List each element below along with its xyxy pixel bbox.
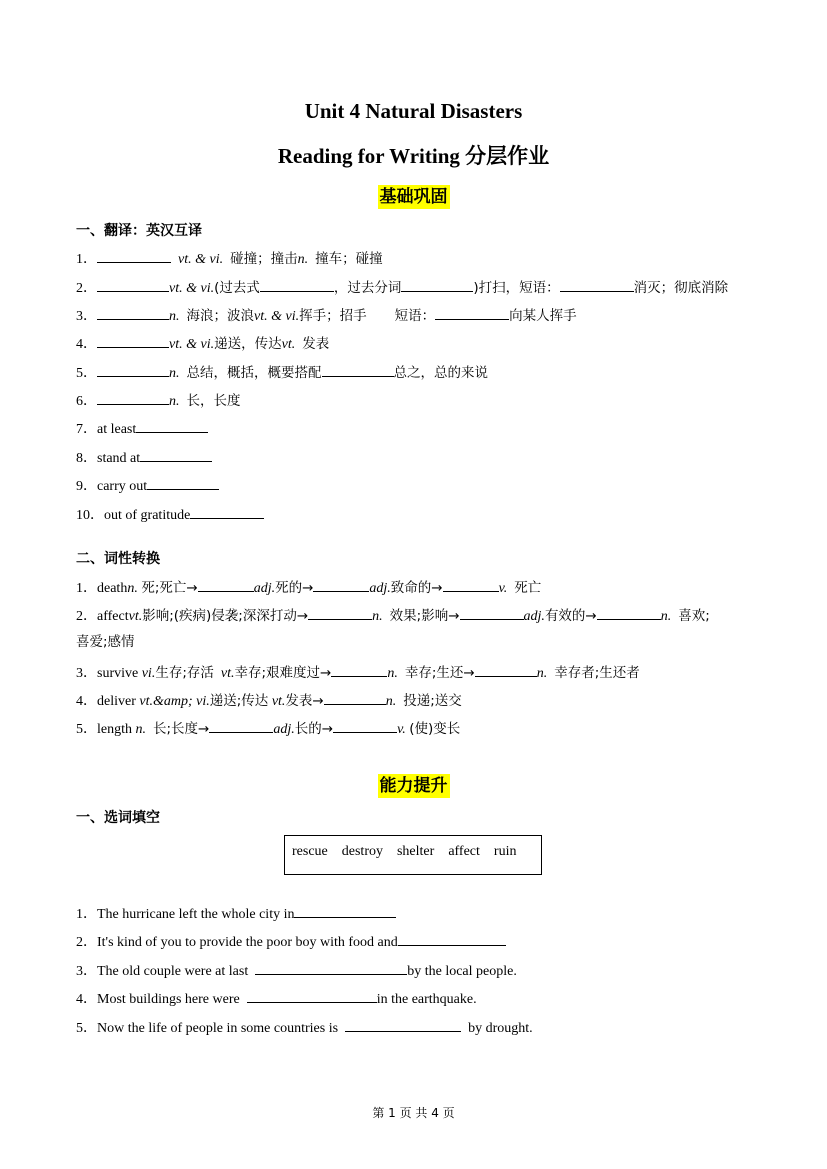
list-item: 5．Now the life of people in some countries is by drought. — [76, 1017, 533, 1038]
word-bank-item: rescue — [292, 844, 328, 859]
section-heading-basic: 基础巩固 — [379, 187, 448, 207]
list-item: 2．It's kind of you to provide the poor boy with food and — [76, 931, 506, 952]
list-item: 5．length n. 长;长度→ adj.长的→ v. (使)变长 — [76, 718, 460, 739]
list-item: 1． vt. & vi. 碰撞；撞击n. 撞车；碰撞 — [76, 248, 383, 269]
list-item: 6． n. 长，长度 — [76, 390, 241, 411]
list-item: 7．at least — [76, 418, 208, 439]
document-title: Unit 4 Natural Disasters — [304, 99, 523, 123]
word-bank-item: ruin — [493, 844, 517, 859]
page-footer: 第 1 页 共 4 页 — [372, 1106, 455, 1120]
list-item: 5． n. 总结，概括，概要搭配 总之，总的来说 — [76, 362, 488, 383]
list-item: 3． n. 海浪；波浪vt. & vi.挥手；招手 短语： 向某人挥手 — [76, 305, 577, 326]
list-item: 4．deliver vt.&amp; vi.递送;传达 vt.发表→ n. 投递;送交 — [76, 690, 462, 711]
list-item: 3．The old couple were at last by the local people. — [76, 960, 517, 981]
list-item: 1．deathn. 死;死亡→ adj.死的→ adj.致命的→ v. 死亡 — [76, 577, 541, 598]
list-item: 4． vt. & vi.递送，传达vt. 发表 — [76, 333, 329, 354]
word-bank-item: affect — [448, 844, 480, 859]
list-item: 2． vt. & vi.(过去式 ，过去分词 )打扫，短语： 消灭；彻底消除 — [76, 277, 728, 298]
part1-heading: 一、翻译：英汉互译 — [76, 223, 202, 239]
word-bank-item: shelter — [396, 844, 435, 859]
word-bank — [284, 835, 542, 875]
list-item: 9．carry out — [76, 475, 219, 496]
list-item: 10．out of gratitude — [76, 504, 264, 525]
word-bank-item: destroy — [341, 844, 383, 859]
part2-heading: 二、词性转换 — [76, 551, 160, 567]
list-item: 2．affectvt.影响;(疾病)侵袭;深深打动→ n. 效果;影响→ adj.有效的→ n. 喜欢; — [76, 605, 710, 626]
section-heading-advanced: 能力提升 — [379, 776, 448, 796]
list-item: 喜爱;感情 — [76, 634, 135, 650]
document-subtitle: Reading for Writing 分层作业 — [277, 144, 550, 168]
list-item: 1．The hurricane left the whole city in — [76, 903, 396, 924]
part3-heading: 一、选词填空 — [76, 810, 160, 826]
list-item: 8．stand at — [76, 447, 212, 468]
list-item: 3．survive vi.生存;存活 vt.幸存;艰难度过→ n. 幸存;生还→ n. 幸存者;生还者 — [76, 662, 640, 683]
list-item: 4．Most buildings here were in the earthquake. — [76, 988, 477, 1009]
